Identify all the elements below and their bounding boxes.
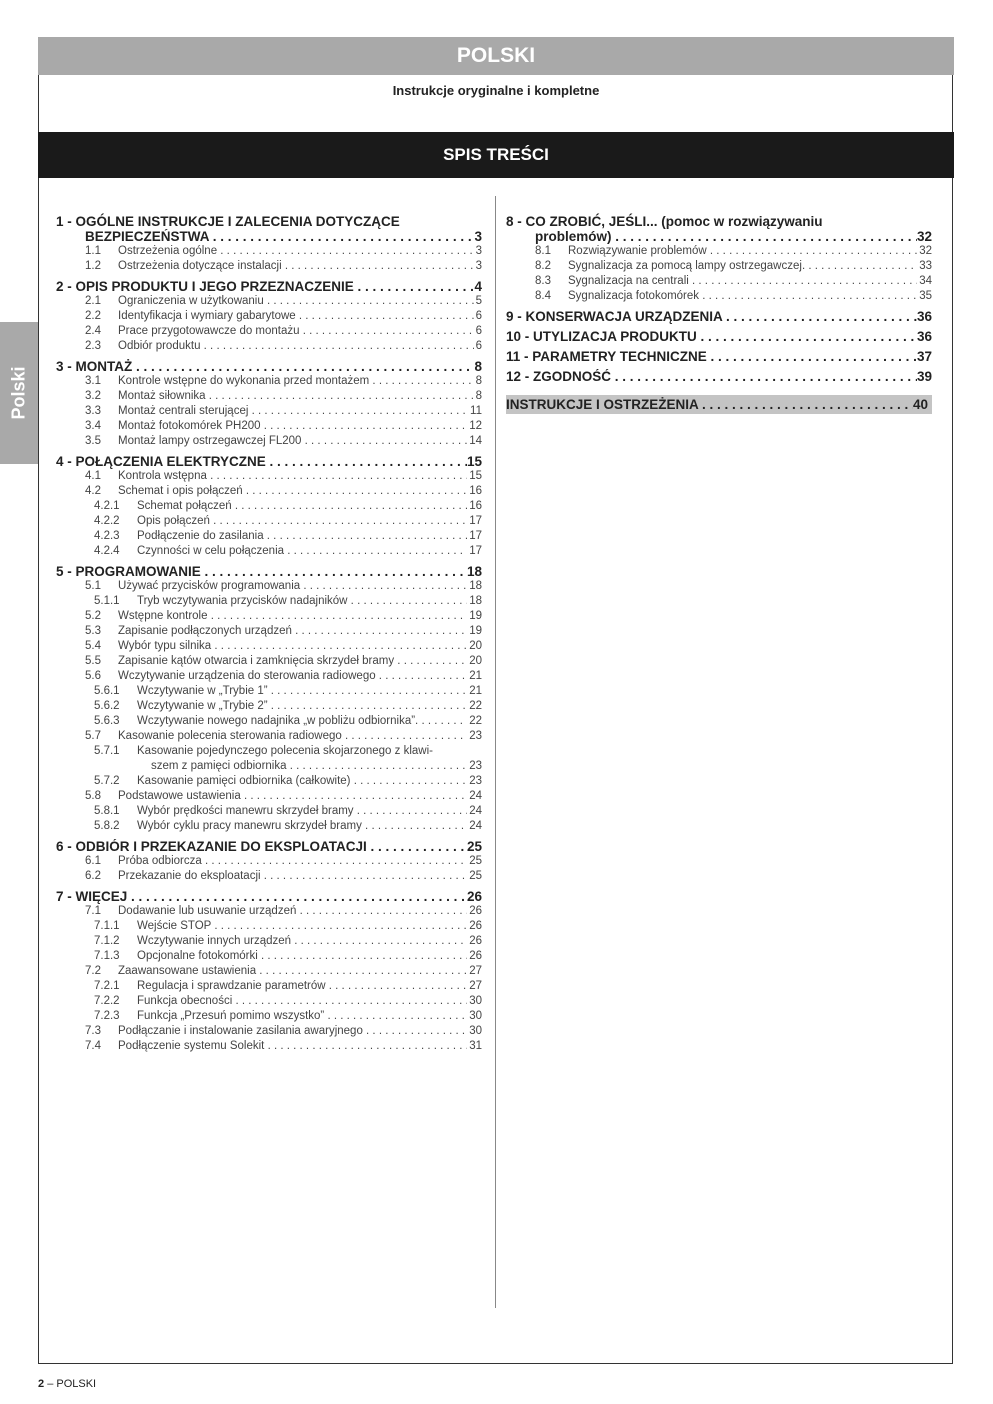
toc-entry-title: Ograniczenia w użytkowaniu . . . [118, 294, 474, 309]
toc-entry-title: Opcjonalne fotokomórki . . . [137, 949, 467, 964]
toc-entry-number: 5.8.2 [94, 820, 120, 832]
toc-entry[interactable] [56, 374, 482, 389]
toc-entry-page: 18 [469, 580, 482, 592]
toc-entry-title: Montaż lampy ostrzegawczej FL200 . . . [118, 434, 467, 449]
toc-entry[interactable] [56, 774, 482, 789]
toc-entry-title: Rozwiązywanie problemów . . . [568, 244, 917, 259]
toc-section-page: 25 [466, 839, 482, 854]
toc-entry[interactable] [506, 259, 932, 274]
toc-entry[interactable] [506, 244, 932, 259]
toc-entry[interactable] [56, 1039, 482, 1054]
toc-entry-number: 3.3 [85, 405, 101, 417]
toc-entry-number: 4.2.1 [94, 500, 120, 512]
toc-entry-title: Regulacja i sprawdzanie parametrów . . . [137, 979, 467, 994]
toc-entry-page: 6 [475, 325, 482, 337]
language-banner: POLSKI [38, 37, 954, 75]
toc-entry[interactable] [56, 244, 482, 259]
toc-entry-page: 3 [475, 245, 482, 257]
toc-section-page: 3 [474, 229, 482, 244]
toc-entry-number: 4.2.3 [94, 530, 120, 542]
toc-entry-number: 5.8 [85, 790, 101, 802]
toc-entry[interactable] [56, 789, 482, 804]
toc-entry-title: Schemat połączeń . . . [137, 499, 467, 514]
toc-entry-title: Kontrola wstępna . . . [118, 469, 467, 484]
toc-entry-number: 5.2 [85, 610, 101, 622]
toc-entry-page: 16 [469, 500, 482, 512]
toc-entry-page: 27 [469, 980, 482, 992]
toc-entry-number: 3.1 [85, 375, 101, 387]
toc-entry[interactable] [56, 699, 482, 714]
toc-entry[interactable] [56, 994, 482, 1009]
toc-entry-number: 5.7 [85, 730, 101, 742]
toc-entry-page: 8 [475, 375, 482, 387]
toc-section-title-row [506, 229, 932, 244]
toc-entry[interactable] [56, 544, 482, 559]
toc-section-heading[interactable] [56, 454, 482, 469]
toc-entry[interactable] [56, 669, 482, 684]
toc-section-title: 4 - POŁĄCZENIA ELEKTRYCZNE . . . [56, 454, 467, 469]
toc-entry-page: 24 [469, 820, 482, 832]
toc-entry-number: 1.1 [85, 245, 101, 257]
toc-entry-page: 22 [469, 700, 482, 712]
toc-entry-page: 8 [475, 390, 482, 402]
toc-entry-page: 17 [469, 515, 482, 527]
toc-entry-page: 32 [919, 245, 932, 257]
toc-entry-title: Wczytywanie w „Trybie 2” . . . [137, 699, 467, 714]
toc-entry-page: 19 [469, 625, 482, 637]
toc-entry-page: 5 [475, 295, 482, 307]
side-tab-label: Polski [8, 366, 29, 420]
toc-entry-title-continued: szem z pamięci odbiornika . . . [151, 759, 467, 774]
toc-section-heading[interactable] [56, 279, 482, 294]
toc-entry-page: 15 [469, 470, 482, 482]
toc-entry[interactable] [56, 259, 482, 274]
toc-entry[interactable] [56, 639, 482, 654]
toc-entry[interactable] [506, 289, 932, 304]
toc-entry[interactable] [56, 324, 482, 339]
toc-entry-number: 1.2 [85, 260, 101, 272]
toc-entry-number: 7.4 [85, 1040, 101, 1052]
toc-entry-number: 7.3 [85, 1025, 101, 1037]
toc-entry-page: 21 [469, 685, 482, 697]
toc-entry-page: 3 [475, 260, 482, 272]
toc-section-title: 11 - PARAMETRY TECHNICZNE . . . [506, 349, 917, 364]
footer-label: – POLSKI [47, 1378, 97, 1390]
toc-entry-page: 18 [469, 595, 482, 607]
toc-left-column [56, 214, 482, 1054]
toc-entry[interactable] [56, 624, 482, 639]
toc-entry-number: 3.4 [85, 420, 101, 432]
toc-entry-number: 5.7.1 [94, 745, 120, 757]
toc-entry[interactable] [56, 949, 482, 964]
toc-entry-number: 7.1.3 [94, 950, 120, 962]
toc-entry-title: Dodawanie lub usuwanie urządzeń . . . [118, 904, 467, 919]
toc-entry[interactable] [56, 979, 482, 994]
toc-section-title: 7 - WIĘCEJ . . . [56, 889, 467, 904]
toc-entry-title: Podstawowe ustawienia . . . [118, 789, 467, 804]
toc-entry-number: 2.4 [85, 325, 101, 337]
toc-entry-title: Sygnalizacja na centrali . . . [568, 274, 917, 289]
toc-entry-title: Identyfikacja i wymiary gabarytowe . . . [118, 309, 474, 324]
toc-entry-page: 23 [469, 760, 482, 772]
toc-entry-page: 12 [469, 420, 482, 432]
toc-entry-title: Próba odbiorcza . . . [118, 854, 467, 869]
toc-entry-number: 5.7.2 [94, 775, 120, 787]
toc-entry-number: 5.6.3 [94, 715, 120, 727]
toc-entry-title: Zapisanie podłączonych urządzeń . . . [118, 624, 467, 639]
toc-entry-page: 23 [469, 730, 482, 742]
toc-section-heading[interactable] [506, 214, 932, 244]
toc-entry-page: 25 [469, 855, 482, 867]
toc-entry-number: 8.2 [535, 260, 551, 272]
toc-entry-number: 4.2 [85, 485, 101, 497]
toc-entry[interactable] [56, 484, 482, 499]
toc-section-page: 15 [466, 454, 482, 469]
toc-entry-number: 4.2.2 [94, 515, 120, 527]
toc-entry-page: 6 [475, 310, 482, 322]
toc-entry-number: 8.3 [535, 275, 551, 287]
toc-entry-number: 4.2.4 [94, 545, 120, 557]
toc-section-page: 8 [474, 359, 482, 374]
toc-entry-number: 5.3 [85, 625, 101, 637]
toc-entry[interactable] [56, 419, 482, 434]
toc-entry-number: 5.6.1 [94, 685, 120, 697]
toc-section-page: 36 [916, 329, 932, 344]
toc-entry-page: 16 [469, 485, 482, 497]
toc-section-page: 36 [916, 309, 932, 324]
toc-entry-page: 23 [469, 775, 482, 787]
toc-entry-title: Używać przycisków programowania . . . [118, 579, 467, 594]
toc-entry[interactable] [56, 714, 482, 729]
toc-entry[interactable] [56, 499, 482, 514]
toc-entry-page: 11 [470, 405, 482, 417]
toc-section-title: problemów) . . . [535, 229, 917, 244]
toc-entry-number: 7.2.2 [94, 995, 120, 1007]
toc-section-page: 18 [466, 564, 482, 579]
toc-entry[interactable] [56, 934, 482, 949]
toc-entry-title: Wstępne kontrole . . . [118, 609, 467, 624]
toc-section-page: 37 [916, 349, 932, 364]
toc-entry-number: 6.2 [85, 870, 101, 882]
toc-entry-number: 5.6 [85, 670, 101, 682]
toc-entry-title: Montaż centrali sterującej . . . [118, 404, 468, 419]
toc-entry-page: 19 [469, 610, 482, 622]
toc-entry-number: 7.1.2 [94, 935, 120, 947]
toc-entry[interactable] [56, 339, 482, 354]
toc-entry-page: 14 [469, 435, 482, 447]
page-number: 2 [38, 1378, 45, 1390]
toc-entry-number: 7.2.1 [94, 980, 120, 992]
toc-section-title: 5 - PROGRAMOWANIE . . . [56, 564, 467, 579]
toc-entry-title: Tryb wczytywania przycisków nadajników . . . [137, 594, 467, 609]
toc-entry-title: Opis połączeń . . . [137, 514, 467, 529]
toc-entry-number: 7.2 [85, 965, 101, 977]
toc-entry-page: 33 [919, 260, 932, 272]
toc-entry-title: Prace przygotowawcze do montażu . . . [118, 324, 474, 339]
toc-entry-title: Czynności w celu połączenia . . . [137, 544, 467, 559]
toc-section-title-row [56, 229, 482, 244]
toc-entry-page: 17 [469, 530, 482, 542]
toc-entry-number: 2.1 [85, 295, 101, 307]
toc-entry-title: Sygnalizacja za pomocą lampy ostrzegawczej. . . . [568, 259, 917, 274]
toc-entry[interactable] [56, 404, 482, 419]
toc-entry-number: 7.1.1 [94, 920, 120, 932]
toc-section-title: BEZPIECZEŃSTWA . . . [85, 229, 474, 244]
instructions-page: 40 [912, 397, 928, 412]
toc-section-heading[interactable] [56, 359, 482, 374]
toc-entry-page: 26 [469, 920, 482, 932]
toc-entry-page: 20 [469, 655, 482, 667]
toc-entry-title: Wybór prędkości manewru skrzydeł bramy . . . [137, 804, 467, 819]
toc-section-title: 6 - ODBIÓR I PRZEKAZANIE DO EKSPLOATACJI . . . [56, 839, 467, 854]
toc-entry-title: Funkcja obecności . . . [137, 994, 467, 1009]
toc-entry-number: 7.2.3 [94, 1010, 120, 1022]
toc-entry[interactable] [56, 1024, 482, 1039]
toc-entry-title: Podłączenie do zasilania . . . [137, 529, 467, 544]
toc-entry-title: Ostrzeżenia dotyczące instalacji . . . [118, 259, 474, 274]
toc-entry-number: 5.8.1 [94, 805, 120, 817]
toc-entry-page: 30 [469, 1025, 482, 1037]
toc-entry[interactable] [56, 434, 482, 449]
side-language-tab [0, 322, 38, 464]
toc-entry-title: Wybór typu silnika . . . [118, 639, 467, 654]
toc-section-title-line: 1 - OGÓLNE INSTRUKCJE I ZALECENIA DOTYCZĄCE [56, 214, 400, 229]
instructions-warnings-entry[interactable] [506, 395, 932, 414]
toc-entry-number: 7.1 [85, 905, 101, 917]
toc-entry-page: 35 [919, 290, 932, 302]
toc-entry[interactable] [56, 964, 482, 979]
toc-entry-number: 5.5 [85, 655, 101, 667]
toc-section-heading[interactable] [506, 369, 932, 384]
toc-entry[interactable] [56, 1009, 482, 1024]
toc-entry-title: Wczytywanie w „Trybie 1” . . . [137, 684, 467, 699]
toc-entry-page: 6 [475, 340, 482, 352]
toc-entry[interactable] [56, 869, 482, 884]
document-subtitle: Instrukcje oryginalne i kompletne [392, 83, 600, 98]
toc-section-heading[interactable] [506, 309, 932, 324]
toc-entry[interactable] [56, 854, 482, 869]
toc-section-heading[interactable] [56, 564, 482, 579]
toc-entry-number: 5.4 [85, 640, 101, 652]
toc-entry[interactable] [56, 579, 482, 594]
toc-entry-page: 24 [469, 790, 482, 802]
toc-entry[interactable] [56, 389, 482, 404]
page-footer [38, 1378, 96, 1390]
toc-entry[interactable] [56, 904, 482, 919]
toc-section-title-line: 8 - CO ZROBIĆ, JEŚLI... (pomoc w rozwiązywaniu [506, 214, 823, 229]
toc-entry-number: 6.1 [85, 855, 101, 867]
toc-entry-first-line [56, 744, 482, 759]
toc-entry-number: 3.5 [85, 435, 101, 447]
toc-section-heading[interactable] [506, 329, 932, 344]
instructions-title: INSTRUKCJE I OSTRZEŻENIA . . . [506, 396, 913, 413]
toc-entry[interactable] [56, 729, 482, 744]
toc-section-title: 9 - KONSERWACJA URZĄDZENIA . . . [506, 309, 917, 324]
toc-entry[interactable] [506, 274, 932, 289]
toc-entry-second-line [56, 759, 482, 774]
toc-entry-title: Kasowanie pamięci odbiornika (całkowite) . . . [137, 774, 467, 789]
toc-section-title: 10 - UTYLIZACJA PRODUKTU . . . [506, 329, 917, 344]
toc-entry-title: Wybór cyklu pracy manewru skrzydeł bramy . . . [137, 819, 467, 834]
toc-entry-page: 26 [469, 950, 482, 962]
toc-entry-title: Przekazanie do eksploatacji . . . [118, 869, 467, 884]
toc-entry-page: 30 [469, 1010, 482, 1022]
toc-section-heading[interactable] [56, 839, 482, 854]
toc-entry-title: Kasowanie pojedynczego polecenia skojarzonego z klawi- [137, 745, 433, 757]
toc-entry[interactable] [56, 744, 482, 774]
toc-section-page: 4 [474, 279, 482, 294]
toc-entry-page: 34 [919, 275, 932, 287]
toc-entry-title: Wczytywanie urządzenia do sterowania radiowego . . . [118, 669, 467, 684]
toc-section-title: 3 - MONTAŻ . . . [56, 359, 474, 374]
toc-entry-number: 5.1.1 [94, 595, 120, 607]
toc-entry-number: 2.2 [85, 310, 101, 322]
toc-entry-title: Podłączenie systemu Solekit . . . [118, 1039, 467, 1054]
toc-entry-title: Montaż fotokomórek PH200 . . . [118, 419, 467, 434]
toc-entry-number: 4.1 [85, 470, 101, 482]
column-divider [495, 196, 496, 1308]
toc-entry[interactable] [56, 309, 482, 324]
toc-entry-number: 5.1 [85, 580, 101, 592]
toc-section-title: 12 - ZGODNOŚĆ . . . [506, 369, 917, 384]
toc-entry-title: Podłączanie i instalowanie zasilania awaryjnego . . . [118, 1024, 467, 1039]
toc-entry-title: Wczytywanie innych urządzeń . . . [137, 934, 467, 949]
toc-entry-page: 25 [469, 870, 482, 882]
toc-entry[interactable] [56, 654, 482, 669]
toc-entry-title: Funkcja „Przesuń pomimo wszystko” . . . [137, 1009, 467, 1024]
toc-entry-page: 17 [469, 545, 482, 557]
toc-entry-page: 22 [469, 715, 482, 727]
toc-entry-number: 5.6.2 [94, 700, 120, 712]
toc-entry-title: Montaż siłownika . . . [118, 389, 474, 404]
toc-entry[interactable] [56, 919, 482, 934]
toc-entry[interactable] [56, 529, 482, 544]
toc-section-page: 32 [916, 229, 932, 244]
toc-section-heading[interactable] [56, 214, 482, 244]
toc-entry[interactable] [56, 819, 482, 834]
toc-entry-number: 8.4 [535, 290, 551, 302]
toc-entry-title: Sygnalizacja fotokomórek . . . [568, 289, 917, 304]
toc-entry-page: 20 [469, 640, 482, 652]
toc-entry[interactable] [56, 804, 482, 819]
toc-entry[interactable] [56, 609, 482, 624]
toc-entry-title: Schemat i opis połączeń . . . [118, 484, 467, 499]
toc-entry-page: 27 [469, 965, 482, 977]
toc-entry-title: Zapisanie kątów otwarcia i zamknięcia skrzydeł bramy . . . [118, 654, 467, 669]
toc-entry-number: 2.3 [85, 340, 101, 352]
toc-section-page: 26 [466, 889, 482, 904]
toc-entry-page: 30 [469, 995, 482, 1007]
toc-entry-title: Kasowanie polecenia sterowania radiowego . . . [118, 729, 467, 744]
toc-entry[interactable] [56, 294, 482, 309]
toc-entry-number: 3.2 [85, 390, 101, 402]
toc-entry-page: 21 [469, 670, 482, 682]
toc-entry-title: Odbiór produktu . . . [118, 339, 474, 354]
toc-entry[interactable] [56, 594, 482, 609]
toc-entry[interactable] [56, 684, 482, 699]
toc-entry-page: 24 [469, 805, 482, 817]
toc-entry-page: 31 [469, 1040, 482, 1052]
toc-entry-title: Wejście STOP . . . [137, 919, 467, 934]
toc-entry[interactable] [56, 514, 482, 529]
toc-section-heading[interactable] [56, 889, 482, 904]
toc-entry-title: Wczytywanie nowego nadajnika „w pobliżu odbiornika”. . . . [137, 714, 467, 729]
toc-entry-title: Zaawansowane ustawienia . . . [118, 964, 467, 979]
toc-entry[interactable] [56, 469, 482, 484]
toc-entry-title: Ostrzeżenia ogólne . . . [118, 244, 474, 259]
toc-entry-number: 8.1 [535, 245, 551, 257]
toc-section-page: 39 [916, 369, 932, 384]
toc-entry-page: 26 [469, 935, 482, 947]
toc-heading: SPIS TREŚCI [38, 132, 954, 178]
toc-entry-page: 26 [469, 905, 482, 917]
toc-entry-title: Kontrole wstępne do wykonania przed montażem . . . [118, 374, 474, 389]
toc-right-column [506, 214, 932, 414]
toc-section-heading[interactable] [506, 349, 932, 364]
toc-section-title: 2 - OPIS PRODUKTU I JEGO PRZEZNACZENIE . . . [56, 279, 474, 294]
